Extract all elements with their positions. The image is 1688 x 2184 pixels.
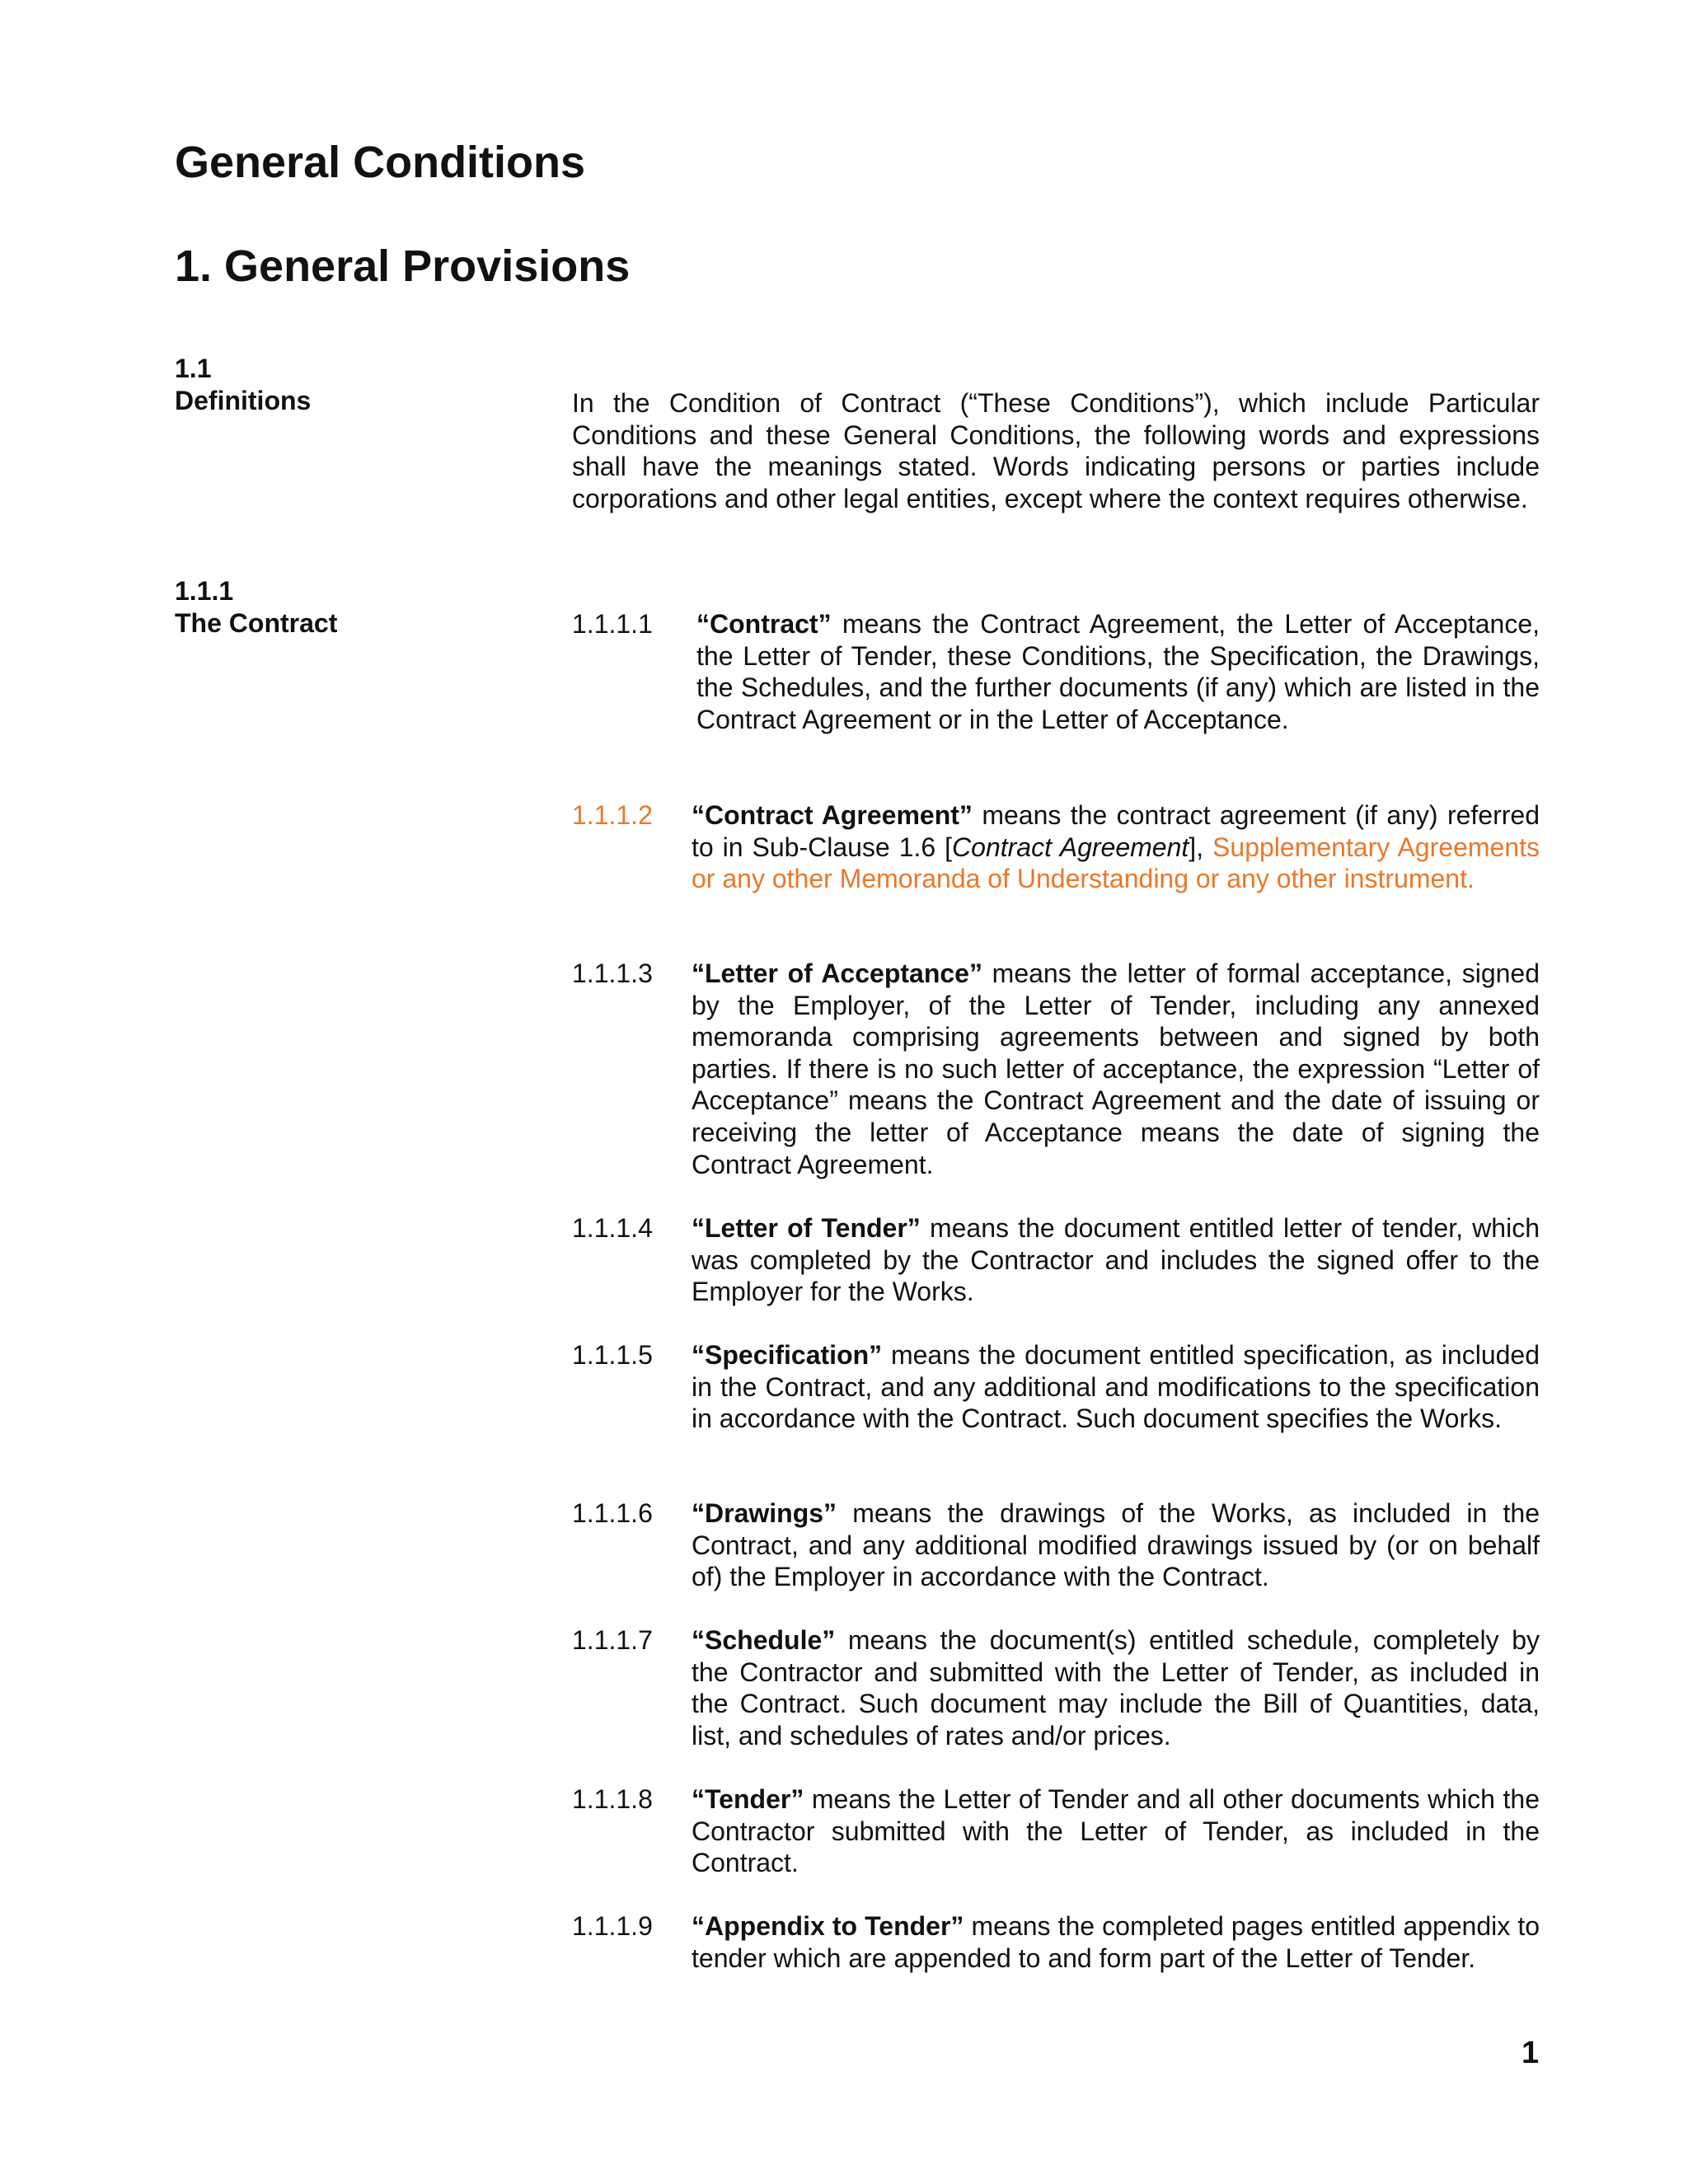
clause-1-1-1-7 (572, 1624, 1540, 1751)
clause-number: 1.1.1.5 (572, 1340, 653, 1370)
clause-text: means the Contract Agreement, the Letter of Acceptance, the Letter of Tender, these Conditions, the Specification, the Drawings, the Schedules, and the further documents (if any) which are listed in the Contract Agreement or in the Letter of Acceptance. (696, 609, 1540, 734)
clause-1-1-1-2 (572, 799, 1540, 895)
clause-number: 1.1.1.9 (572, 1911, 653, 1941)
clause-text: means the contract agreement (if any) referred to in Sub-Clause 1.6 [ (692, 800, 1540, 862)
clause-number: 1.1.1.4 (572, 1213, 653, 1243)
clause-text: means the completed pages entitled appendix to tender which are appended to and form part of the Letter of Tender. (692, 1911, 1540, 1973)
clause-term: “Tender” (692, 1784, 804, 1814)
definitions-intro: In the Condition of Contract (“These Conditions”), which include Particular Conditions and these General Conditions, the following words and expressions shall have the meanings stated. Words indicating persons or parties include corporations and other legal entities, except where the context requires otherwise. (572, 388, 1540, 513)
clause-number: 1.1.1.8 (572, 1784, 653, 1814)
clause-body (692, 1212, 1540, 1308)
clause-text: means the drawings of the Works, as included in the Contract, and any additional modified drawings issued by (or on behalf of) the Employer in accordance with the Contract. (692, 1498, 1540, 1592)
clause-1-1-1-9 (572, 1910, 1540, 1974)
clause-term: “Contract” (696, 609, 832, 639)
clause-body (692, 799, 1540, 895)
clause-number: 1.1.1.1 (572, 609, 653, 639)
clause-term: “Drawings” (692, 1498, 837, 1528)
definitions-heading: Definitions (175, 386, 312, 415)
clause-1-1-1-4 (572, 1212, 1540, 1308)
clause-1-1-1-8 (572, 1783, 1540, 1879)
clause-text-after: ], (1189, 832, 1213, 862)
clause-term: “Schedule” (692, 1625, 836, 1655)
page-number: 1 (1522, 2036, 1540, 2070)
clause-text: means the Letter of Tender and all other documents which the Contractor submitted with the Letter of Tender, as included in the Contract. (692, 1784, 1540, 1878)
clause-body (692, 1339, 1540, 1435)
clause-body (692, 1497, 1540, 1593)
clause-term: “Appendix to Tender” (692, 1911, 964, 1941)
section-heading: 1. General Provisions (175, 241, 631, 291)
clause-body (692, 958, 1540, 1180)
contract-heading: The Contract (175, 608, 338, 638)
clause-1-1-1-3 (572, 958, 1540, 1180)
clause-body (696, 608, 1540, 735)
clause-number: 1.1.1.3 (572, 958, 653, 988)
clause-text: means the document(s) entitled schedule, completely by the Contractor and submitted with the Letter of Tender, as included in the Contract. Such document may include the Bill of Quantities, data, list, and schedules of rates and/or prices. (692, 1625, 1540, 1750)
clause-1-1-1-1 (572, 608, 1540, 735)
clause-number: 1.1.1.7 (572, 1625, 653, 1655)
clause-1-1-1-5 (572, 1339, 1540, 1435)
clause-term: “Contract Agreement” (692, 800, 973, 830)
clause-italic-reference: Contract Agreement (952, 832, 1189, 862)
clause-text: means the letter of formal acceptance, signed by the Employer, of the Letter of Tender, including any annexed memoranda comprising agreements between and signed by both parties. If there is no such letter of acceptance, the expression “Letter of Acceptance” means the Contract Agreement and the date of issuing or receiving the letter of Acceptance means the date of signing the Contract Agreement. (692, 958, 1540, 1179)
definitions-side-heading (175, 353, 311, 417)
clause-body (692, 1624, 1540, 1751)
clause-1-1-1-6 (572, 1497, 1540, 1593)
clause-term: “Specification” (692, 1340, 883, 1370)
clause-term: “Letter of Acceptance” (692, 958, 982, 988)
clause-text: means the document entitled specification, as included in the Contract, and any additional and modifications to the specification in accordance with the Contract. Such document specifies the Works. (692, 1340, 1540, 1434)
clause-body (692, 1783, 1540, 1879)
contract-number: 1.1.1 (175, 576, 234, 606)
clause-number: 1.1.1.6 (572, 1498, 653, 1528)
clause-text: means the document entitled letter of tender, which was completed by the Contractor and includes the signed offer to the Employer for the Works. (692, 1213, 1540, 1307)
clause-number: 1.1.1.2 (572, 800, 653, 830)
clause-term: “Letter of Tender” (692, 1213, 921, 1243)
contract-side-heading (175, 575, 337, 640)
definitions-number: 1.1 (175, 354, 212, 383)
clause-amendment-text: Supplementary Agreements or any other Memoranda of Understanding or any other instrument. (692, 832, 1540, 894)
clause-body (692, 1910, 1540, 1974)
document-title: General Conditions (175, 138, 586, 187)
